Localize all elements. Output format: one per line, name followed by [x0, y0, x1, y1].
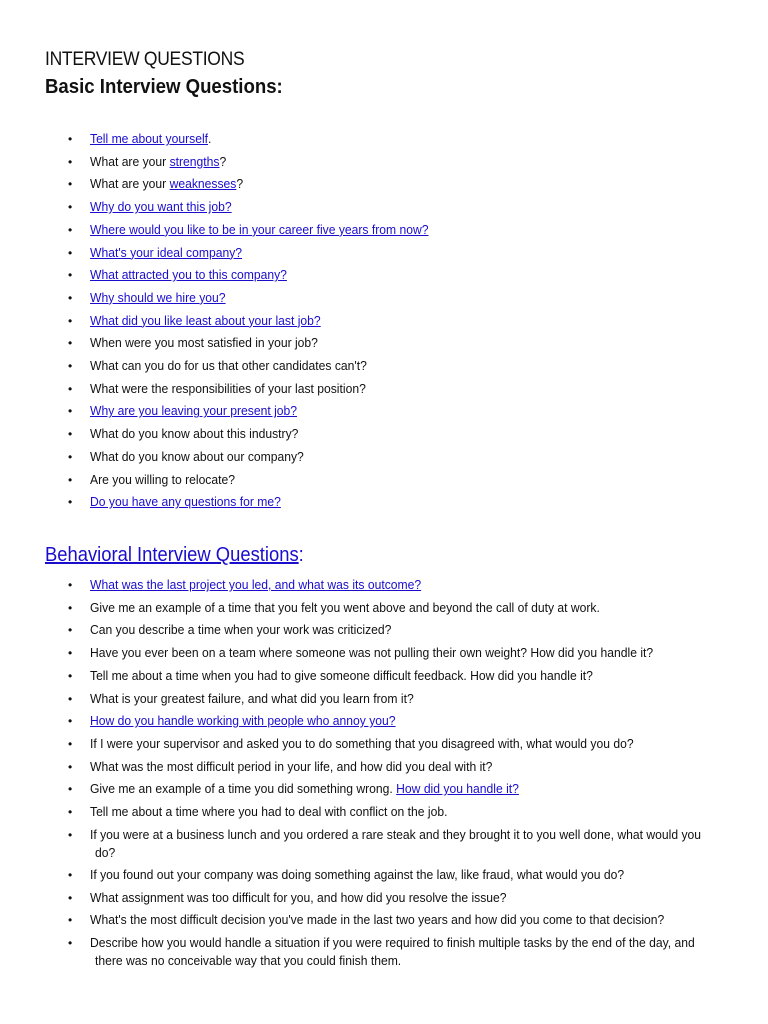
- list-item-text: [90, 334, 318, 352]
- question-link[interactable]: weaknesses: [169, 176, 237, 192]
- bullet-icon: •: [68, 913, 73, 928]
- question-link[interactable]: Why are you leaving your present job?: [90, 403, 298, 419]
- list-item-text: [90, 866, 624, 884]
- bullet-icon: •: [68, 313, 73, 328]
- list-item-trailing-text: ?: [236, 176, 244, 192]
- bullet-icon: •: [68, 714, 73, 729]
- bullet-icon: •: [68, 290, 73, 305]
- bullet-icon: •: [68, 449, 73, 464]
- list-item-plain-text: When were you most satisfied in your job?: [90, 335, 318, 351]
- bullet-icon: •: [68, 381, 73, 396]
- bullet-icon: •: [68, 691, 73, 706]
- section-heading-basic: Basic Interview Questions:: [45, 76, 283, 98]
- list-item-plain-text: If I were your supervisor and asked you to do something that you disagreed with, what would you do?: [90, 735, 634, 751]
- list-item-text: [90, 380, 366, 398]
- question-link[interactable]: What did you like least about your last job?: [90, 312, 321, 328]
- question-link[interactable]: Do you have any questions for me?: [90, 494, 281, 510]
- list-item-text: [90, 735, 634, 753]
- bullet-icon: •: [68, 867, 73, 882]
- bullet-icon: •: [68, 759, 73, 774]
- bullet-icon: •: [68, 336, 73, 351]
- list-item-text: [90, 690, 414, 708]
- list-item-text: [90, 471, 235, 489]
- list-item-text: [90, 644, 653, 662]
- list-item-plain-text: Give me an example of a time you did something wrong.: [90, 781, 397, 797]
- list-item-trailing-text: ?: [219, 153, 227, 169]
- bullet-icon: •: [68, 668, 73, 683]
- list-item-text: [90, 221, 429, 239]
- bullet-icon: •: [68, 427, 73, 442]
- list-item-plain-text: What are your: [90, 153, 170, 169]
- bullet-icon: •: [68, 623, 73, 638]
- bullet-icon: •: [68, 646, 73, 661]
- list-item-text: [90, 599, 600, 617]
- list-item-plain-text: What assignment was too difficult for you, and how did you resolve the issue?: [90, 889, 507, 905]
- list-item-text: [90, 425, 298, 443]
- list-item-plain-text: What were the responsibilities of your last position?: [90, 380, 366, 396]
- list-item-plain-text: What do you know about our company?: [90, 448, 304, 464]
- list-item-plain-text: Describe how you would handle a situation if you were required to finish multiple tasks by the end of the day, and: [90, 935, 695, 950]
- list-item-plain-text: Are you willing to relocate?: [90, 471, 236, 487]
- behavioral-heading-colon: :: [298, 544, 304, 566]
- list-item-plain-text: Can you describe a time when your work was criticized?: [90, 622, 392, 638]
- list-item-text: [90, 448, 304, 466]
- list-item-text: [90, 911, 664, 929]
- list-item-plain-text: If you were at a business lunch and you ordered a rare steak and they brought it to you well done, what would you: [90, 826, 702, 842]
- question-link[interactable]: What was the last project you led, and what was its outcome?: [90, 577, 422, 592]
- list-item-plain-text: What are your: [90, 176, 170, 192]
- list-item-text: [90, 312, 321, 330]
- list-item-plain-text: If you found out your company was doing something against the law, like fraud, what would you do?: [90, 866, 625, 882]
- bullet-icon: •: [68, 936, 73, 950]
- list-item-text: [90, 826, 701, 844]
- bullet-icon: •: [68, 472, 73, 487]
- question-link[interactable]: Why should we hire you?: [90, 289, 226, 305]
- bullet-icon: •: [68, 132, 73, 146]
- list-item-continuation: do?: [95, 844, 116, 860]
- question-link[interactable]: Why do you want this job?: [90, 199, 232, 215]
- list-item-continuation: there was no conceivable way that you could finish them.: [95, 953, 402, 968]
- question-link[interactable]: Tell me about yourself: [90, 131, 209, 146]
- page-title: INTERVIEW QUESTIONS: [45, 49, 245, 70]
- section-heading-behavioral: [45, 544, 304, 567]
- bullet-icon: •: [68, 827, 73, 842]
- question-link[interactable]: How did you handle it?: [396, 781, 519, 797]
- question-link[interactable]: strengths: [169, 153, 220, 169]
- list-item-plain-text: Have you ever been on a team where someone was not pulling their own weight? How did you handle it?: [90, 645, 654, 661]
- list-item-plain-text: Tell me about a time where you had to deal with conflict on the job.: [90, 804, 448, 819]
- list-item-text: [90, 130, 211, 148]
- question-link[interactable]: Where would you like to be in your career five years from now?: [90, 221, 429, 237]
- list-item-plain-text: What's the most difficult decision you've made in the last two years and how did you come to that decision?: [90, 912, 665, 928]
- bullet-icon: •: [68, 736, 73, 751]
- bullet-icon: •: [68, 222, 73, 237]
- list-item-text: [90, 889, 507, 907]
- behavioral-heading-link[interactable]: Behavioral Interview Questions: [45, 544, 299, 566]
- list-item-text: [90, 803, 447, 821]
- question-link[interactable]: How do you handle working with people who annoy you?: [90, 713, 396, 729]
- bullet-icon: •: [68, 782, 73, 797]
- list-item-text: [90, 712, 396, 730]
- list-item-plain-text: Give me an example of a time that you felt you went above and beyond the call of duty at work.: [90, 599, 600, 615]
- list-item-text: [90, 621, 391, 639]
- bullet-icon: •: [68, 177, 73, 192]
- bullet-icon: •: [68, 600, 73, 615]
- list-item-plain-text: Tell me about a time when you had to give someone difficult feedback. How did you handle it?: [90, 667, 593, 683]
- list-item-plain-text: What was the most difficult period in your life, and how did you deal with it?: [90, 758, 493, 774]
- list-item-plain-text: What can you do for us that other candidates can't?: [90, 358, 367, 373]
- bullet-icon: •: [68, 245, 73, 260]
- bullet-icon: •: [68, 268, 73, 283]
- list-item-text: [90, 175, 243, 193]
- bullet-icon: •: [68, 578, 73, 592]
- list-item-text: [90, 266, 287, 284]
- question-link[interactable]: What's your ideal company?: [90, 244, 243, 260]
- list-item-text: [90, 493, 281, 511]
- bullet-icon: •: [68, 359, 73, 373]
- list-item-text: [90, 934, 695, 952]
- bullet-icon: •: [68, 805, 73, 819]
- bullet-icon: •: [68, 890, 73, 905]
- bullet-icon: •: [68, 154, 73, 169]
- bullet-icon: •: [68, 200, 73, 215]
- list-item-text: [90, 244, 242, 262]
- question-link[interactable]: What attracted you to this company?: [90, 267, 287, 283]
- list-item-text: [90, 402, 297, 420]
- list-item-text: [90, 758, 492, 776]
- list-item-text: [90, 576, 421, 594]
- list-item-text: [90, 153, 226, 171]
- bullet-icon: •: [68, 495, 73, 510]
- list-item-text: [90, 667, 593, 685]
- list-item-plain-text: What do you know about this industry?: [90, 426, 299, 442]
- list-item-plain-text: What is your greatest failure, and what did you learn from it?: [90, 690, 414, 706]
- list-item-text: [90, 198, 232, 216]
- list-item-text: [90, 357, 367, 375]
- bullet-icon: •: [68, 404, 73, 419]
- list-item-text: [90, 289, 226, 307]
- list-item-trailing-text: .: [208, 131, 212, 146]
- list-item-text: [90, 780, 519, 798]
